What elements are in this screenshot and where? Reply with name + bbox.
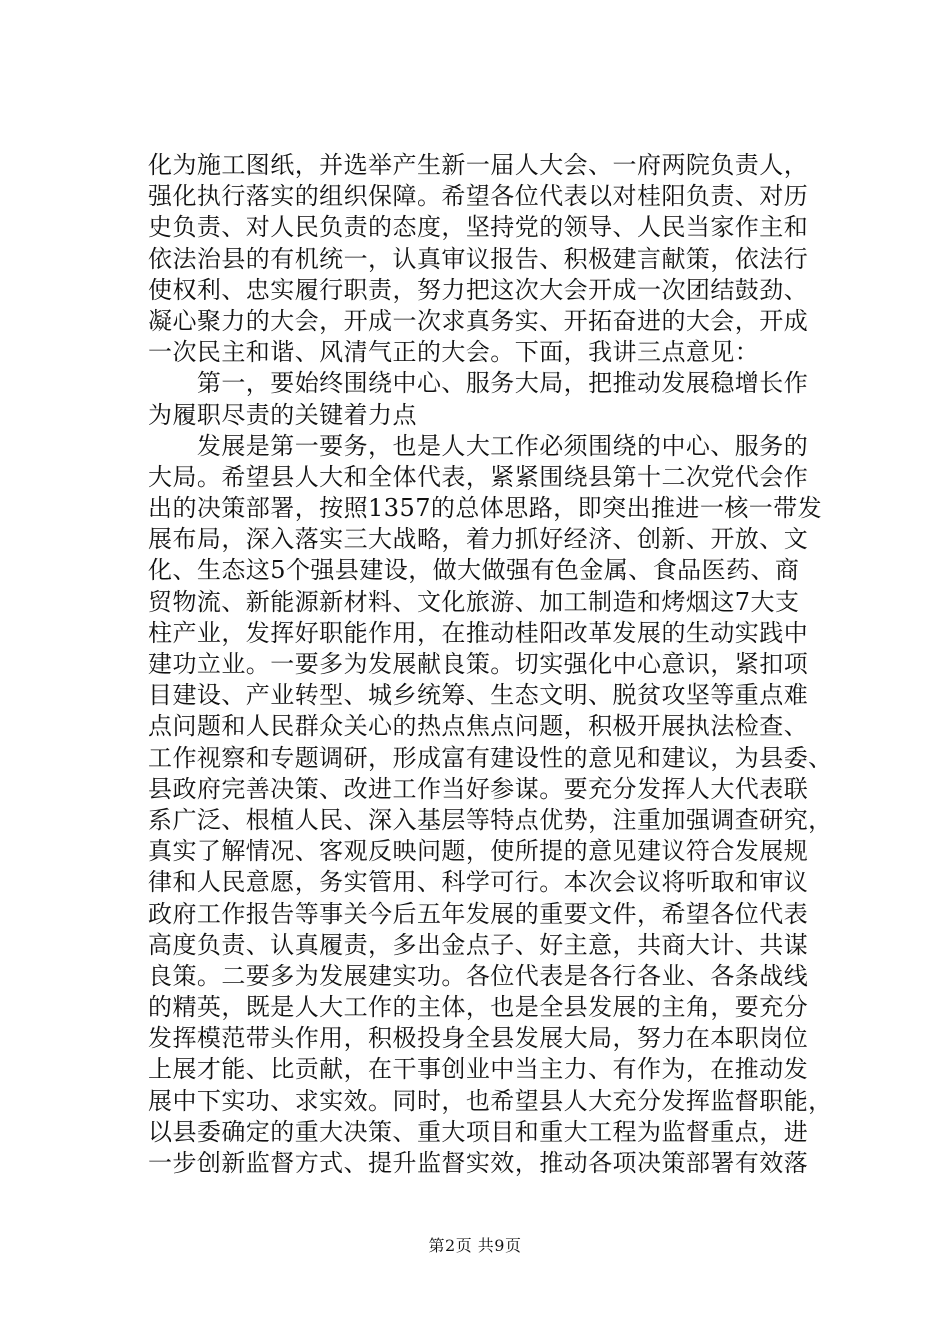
text-line: 建功立业。一要多为发展献良策。切实强化中心意识，紧扣项 — [148, 650, 809, 678]
text-line: 点问题和人民群众关心的热点焦点问题，积极开展执法检查、 — [148, 712, 809, 741]
page-number-footer: 第2页 共9页 — [428, 1236, 522, 1255]
document-body — [148, 150, 838, 1179]
text-line: 目建设、产业转型、城乡统筹、生态文明、脱贫攻坚等重点难 — [148, 681, 809, 710]
text-line: 律和人民意愿，务实管用、科学可行。本次会议将听取和审议 — [148, 868, 809, 897]
text-line: 展布局，深入落实三大战略，着力抓好经济、创新、开放、文 — [148, 525, 809, 554]
section-heading-line: 第一，要始终围绕中心、服务大局，把推动发展稳增长作 — [148, 369, 809, 398]
text-line: 工作视察和专题调研，形成富有建设性的意见和建议，为县委、 — [148, 743, 833, 772]
text-line: 政府工作报告等事关今后五年发展的重要文件，希望各位代表 — [148, 899, 809, 928]
text-line: 强化执行落实的组织保障。希望各位代表以对桂阳负责、对历 — [148, 182, 809, 211]
text-line: 大局。希望县人大和全体代表，紧紧围绕县第十二次党代会作 — [148, 462, 809, 491]
text-line: 柱产业，发挥好职能作用，在推动桂阳改革发展的生动实践中 — [148, 618, 809, 647]
text-line: 县政府完善决策、改进工作当好参谋。要充分发挥人大代表联 — [148, 774, 809, 803]
text-line: 良策。二要多为发展建实功。各位代表是各行各业、各条战线 — [148, 961, 809, 990]
section-heading-line: 为履职尽责的关键着力点 — [148, 400, 417, 429]
text-line: 展中下实功、求实效。同时，也希望县人大充分发挥监督职能， — [148, 1086, 833, 1115]
text-line: 化为施工图纸，并选举产生新一届人大会、一府两院负责人， — [148, 151, 809, 179]
text-line: 化、生态这5个强县建设，做大做强有色金属、食品医药、商 — [148, 556, 800, 585]
text-line: 一步创新监督方式、提升监督实效，推动各项决策部署有效落 — [148, 1149, 809, 1177]
text-line: 依法治县的有机统一，认真审议报告、积极建言献策，依法行 — [148, 244, 809, 273]
text-line: 高度负责、认真履责，多出金点子、好主意，共商大计、共谋 — [148, 930, 809, 959]
text-line: 的精英，既是人大工作的主体，也是全县发展的主角，要充分 — [148, 993, 809, 1022]
text-line: 凝心聚力的大会，开成一次求真务实、开拓奋进的大会，开成 — [148, 306, 809, 335]
text-line: 贸物流、新能源新材料、文化旅游、加工制造和烤烟这7大支 — [148, 587, 800, 616]
text-line: 真实了解情况、客观反映问题，使所提的意见建议符合发展规 — [148, 837, 809, 866]
text-line: 使权利、忠实履行职责，努力把这次大会开成一次团结鼓劲、 — [148, 275, 809, 304]
text-line: 史负责、对人民负责的态度，坚持党的领导、人民当家作主和 — [148, 213, 809, 242]
text-line: 出的决策部署，按照1357的总体思路，即突出推进一核一带发 — [148, 494, 823, 523]
text-line: 上展才能、比贡献，在干事创业中当主力、有作为，在推动发 — [148, 1055, 809, 1084]
text-line: 发挥模范带头作用，积极投身全县发展大局，努力在本职岗位 — [148, 1024, 809, 1053]
text-line: 系广泛、根植人民、深入基层等特点优势，注重加强调查研究， — [148, 805, 833, 834]
text-line: 以县委确定的重大决策、重大项目和重大工程为监督重点，进 — [148, 1117, 809, 1146]
text-line: 一次民主和谐、风清气正的大会。下面，我讲三点意见： — [148, 338, 760, 367]
text-line: 发展是第一要务，也是人大工作必须围绕的中心、服务的 — [148, 431, 809, 460]
